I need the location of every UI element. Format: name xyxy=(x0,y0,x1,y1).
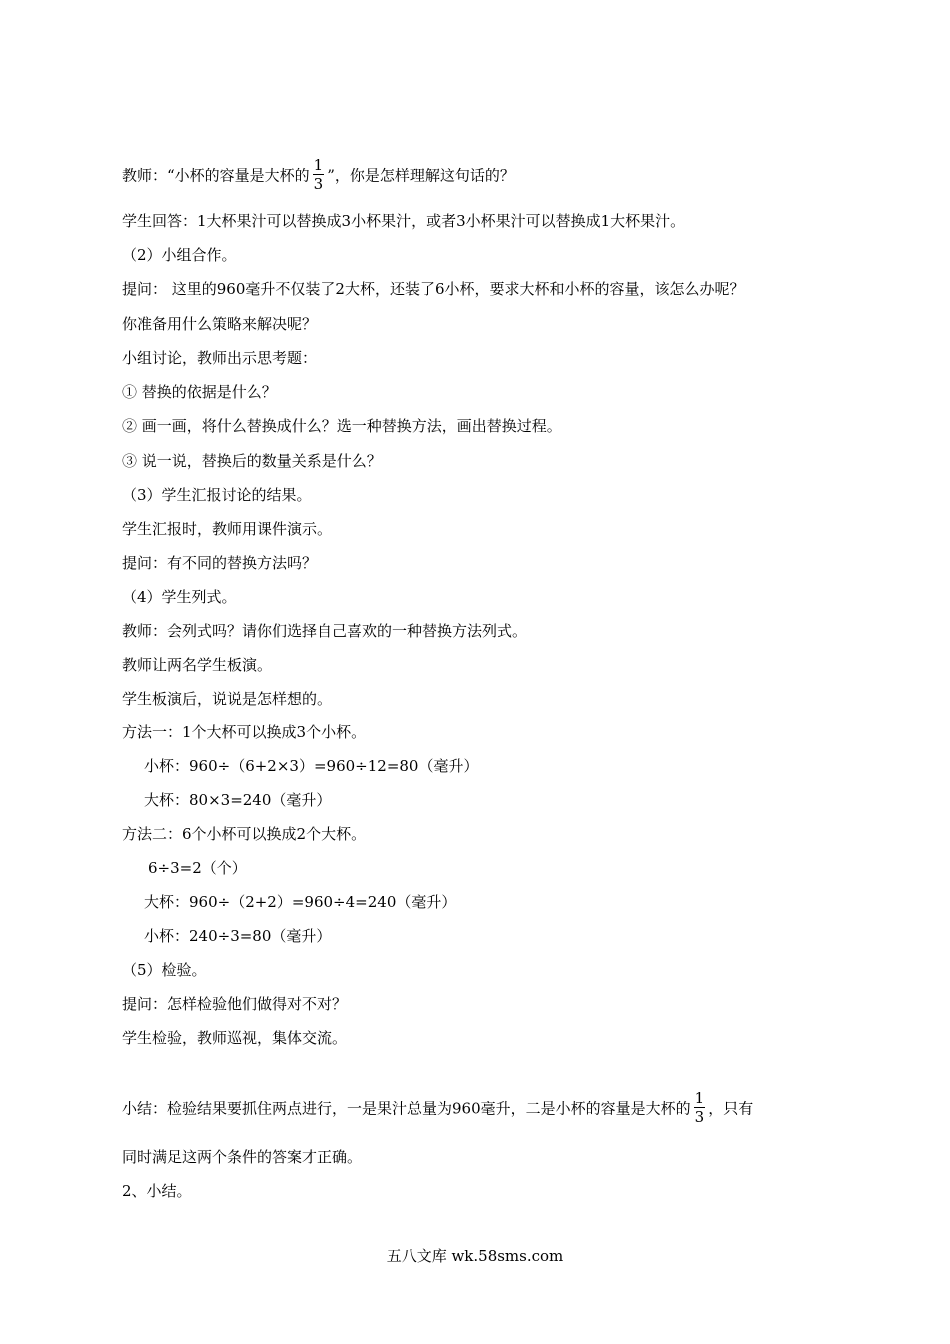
line-strategy: 你准备用什么策略来解决呢？ xyxy=(122,315,318,333)
line-group-discussion: 小组讨论，教师出示思考题： xyxy=(122,349,318,367)
line-explain: 学生板演后，说说是怎样想的。 xyxy=(122,690,333,708)
text: 小结：检验结果要抓住两点进行，一是果汁总量为960毫升，二是小杯的容量是大杯的 xyxy=(122,1099,691,1118)
line-summary xyxy=(122,1091,753,1128)
line-section-2: 2、小结。 xyxy=(122,1182,192,1200)
line-question-960: 提问： 这里的960毫升不仅装了2大杯，还装了6小杯，要求大杯和小杯的容量，该怎么办呢？ xyxy=(122,280,745,298)
line-think-1: ① 替换的依据是什么？ xyxy=(122,383,277,401)
line-6div3: 6÷3=2（个） xyxy=(148,859,247,877)
line-big-cup-2: 大杯：960÷（2+2）=960÷4=240（毫升） xyxy=(144,893,457,911)
fraction-one-third xyxy=(694,1089,706,1126)
line-summary-cont: 同时满足这两个条件的答案才正确。 xyxy=(122,1148,363,1166)
fraction-numerator: 1 xyxy=(694,1089,705,1107)
line-report: （3）学生汇报讨论的结果。 xyxy=(122,486,312,504)
fraction-one-third xyxy=(313,156,325,193)
fraction-numerator: 1 xyxy=(313,156,324,174)
line-small-cup-2: 小杯：240÷3=80（毫升） xyxy=(144,927,332,945)
page-footer: 五八文库 wk.58sms.com xyxy=(386,1247,564,1265)
line-think-2: ② 画一画，将什么替换成什么？选一种替换方法，画出替换过程。 xyxy=(122,417,562,435)
line-method-two: 方法二：6个小杯可以换成2个大杯。 xyxy=(122,825,367,843)
line-teacher-formulas: 教师：会列式吗？请你们选择自己喜欢的一种替换方法列式。 xyxy=(122,622,528,640)
line-group-work: （2）小组合作。 xyxy=(122,246,237,264)
fraction-denominator: 3 xyxy=(694,1108,705,1126)
line-student-answer: 学生回答：1大杯果汁可以替换成3小杯果汁，或者3小杯果汁可以替换成1大杯果汁。 xyxy=(122,212,686,230)
line-check-question: 提问：怎样检验他们做得对不对？ xyxy=(122,995,348,1013)
line-teacher-question xyxy=(122,158,515,195)
line-formulas: （4）学生列式。 xyxy=(122,588,237,606)
text: ，只有 xyxy=(708,1099,754,1118)
line-check: （5）检验。 xyxy=(122,961,207,979)
line-board: 教师让两名学生板演。 xyxy=(122,656,273,674)
text: 教师：“小杯的容量是大杯的 xyxy=(122,166,310,185)
line-think-3: ③ 说一说，替换后的数量关系是什么？ xyxy=(122,452,382,470)
text: ”，你是怎样理解这句话的？ xyxy=(327,166,515,185)
line-method-one: 方法一：1个大杯可以换成3个小杯。 xyxy=(122,723,367,741)
line-student-check: 学生检验，教师巡视，集体交流。 xyxy=(122,1029,348,1047)
fraction-denominator: 3 xyxy=(313,175,324,193)
line-small-cup-1: 小杯：960÷（6+2×3）=960÷12=80（毫升） xyxy=(144,757,479,775)
line-different-methods: 提问：有不同的替换方法吗？ xyxy=(122,554,318,572)
line-big-cup-1: 大杯：80×3=240（毫升） xyxy=(144,791,332,809)
line-courseware: 学生汇报时，教师用课件演示。 xyxy=(122,520,333,538)
